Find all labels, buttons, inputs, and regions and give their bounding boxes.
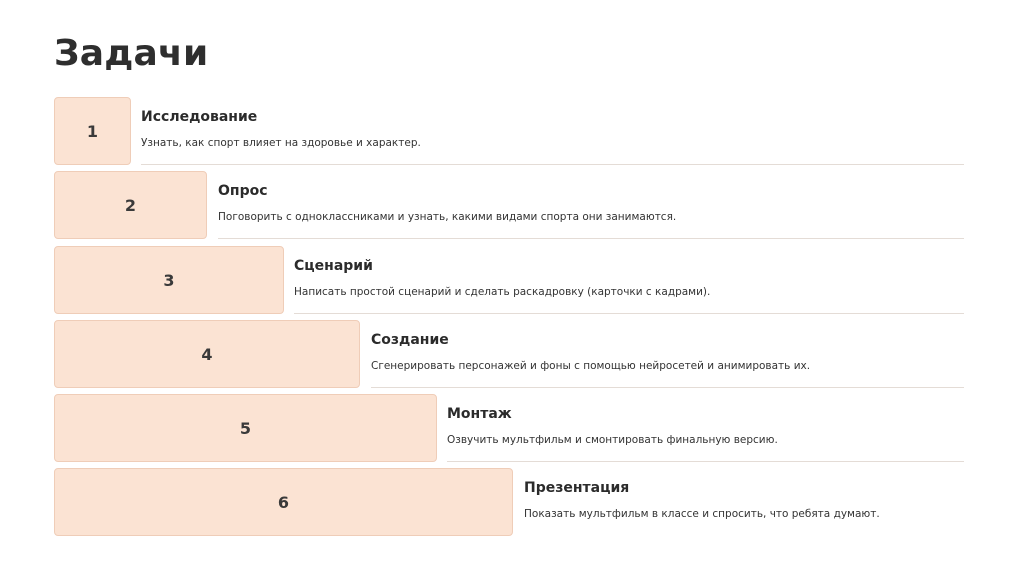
step-title: Презентация — [524, 480, 630, 496]
step-5 — [54, 394, 964, 462]
step-text — [524, 468, 964, 536]
step-number: 3 — [163, 270, 175, 290]
step-number-box — [54, 246, 284, 314]
step-description: Озвучить мультфильм и смонтировать финальную версию. — [447, 434, 778, 446]
step-text — [294, 246, 964, 314]
step-number: 2 — [124, 195, 137, 215]
step-description: Показать мультфильм в классе и спросить, что ребята думают. — [524, 508, 880, 520]
step-description: Написать простой сценарий и сделать раскадровку (карточки с кадрами). — [294, 286, 711, 298]
step-title: Монтаж — [447, 406, 512, 422]
step-title: Создание — [371, 332, 449, 348]
step-4 — [54, 320, 964, 388]
step-6 — [54, 468, 964, 536]
step-number: 4 — [201, 344, 213, 364]
step-number: 1 — [86, 121, 99, 141]
step-number-box — [54, 468, 513, 536]
step-text — [218, 171, 964, 239]
step-number-box — [54, 97, 131, 165]
step-description: Сгенерировать персонажей и фоны с помощью нейросетей и анимировать их. — [371, 360, 811, 372]
step-title: Сценарий — [294, 258, 373, 274]
step-3 — [54, 246, 964, 314]
step-number-box — [54, 171, 207, 239]
step-title: Опрос — [218, 183, 268, 199]
step-description: Поговорить с одноклассниками и узнать, какими видами спорта они занимаются. — [218, 211, 677, 223]
step-text — [371, 320, 964, 388]
step-description: Узнать, как спорт влияет на здоровье и характер. — [141, 137, 421, 149]
step-1 — [54, 97, 964, 165]
step-number: 6 — [277, 492, 290, 512]
page-title: Задачи — [54, 33, 209, 74]
step-number-box — [54, 394, 437, 462]
step-number-box — [54, 320, 360, 388]
step-text — [447, 394, 964, 462]
step-2 — [54, 171, 964, 239]
step-number: 5 — [239, 418, 252, 438]
step-text — [141, 97, 964, 165]
step-title: Исследование — [141, 109, 258, 125]
